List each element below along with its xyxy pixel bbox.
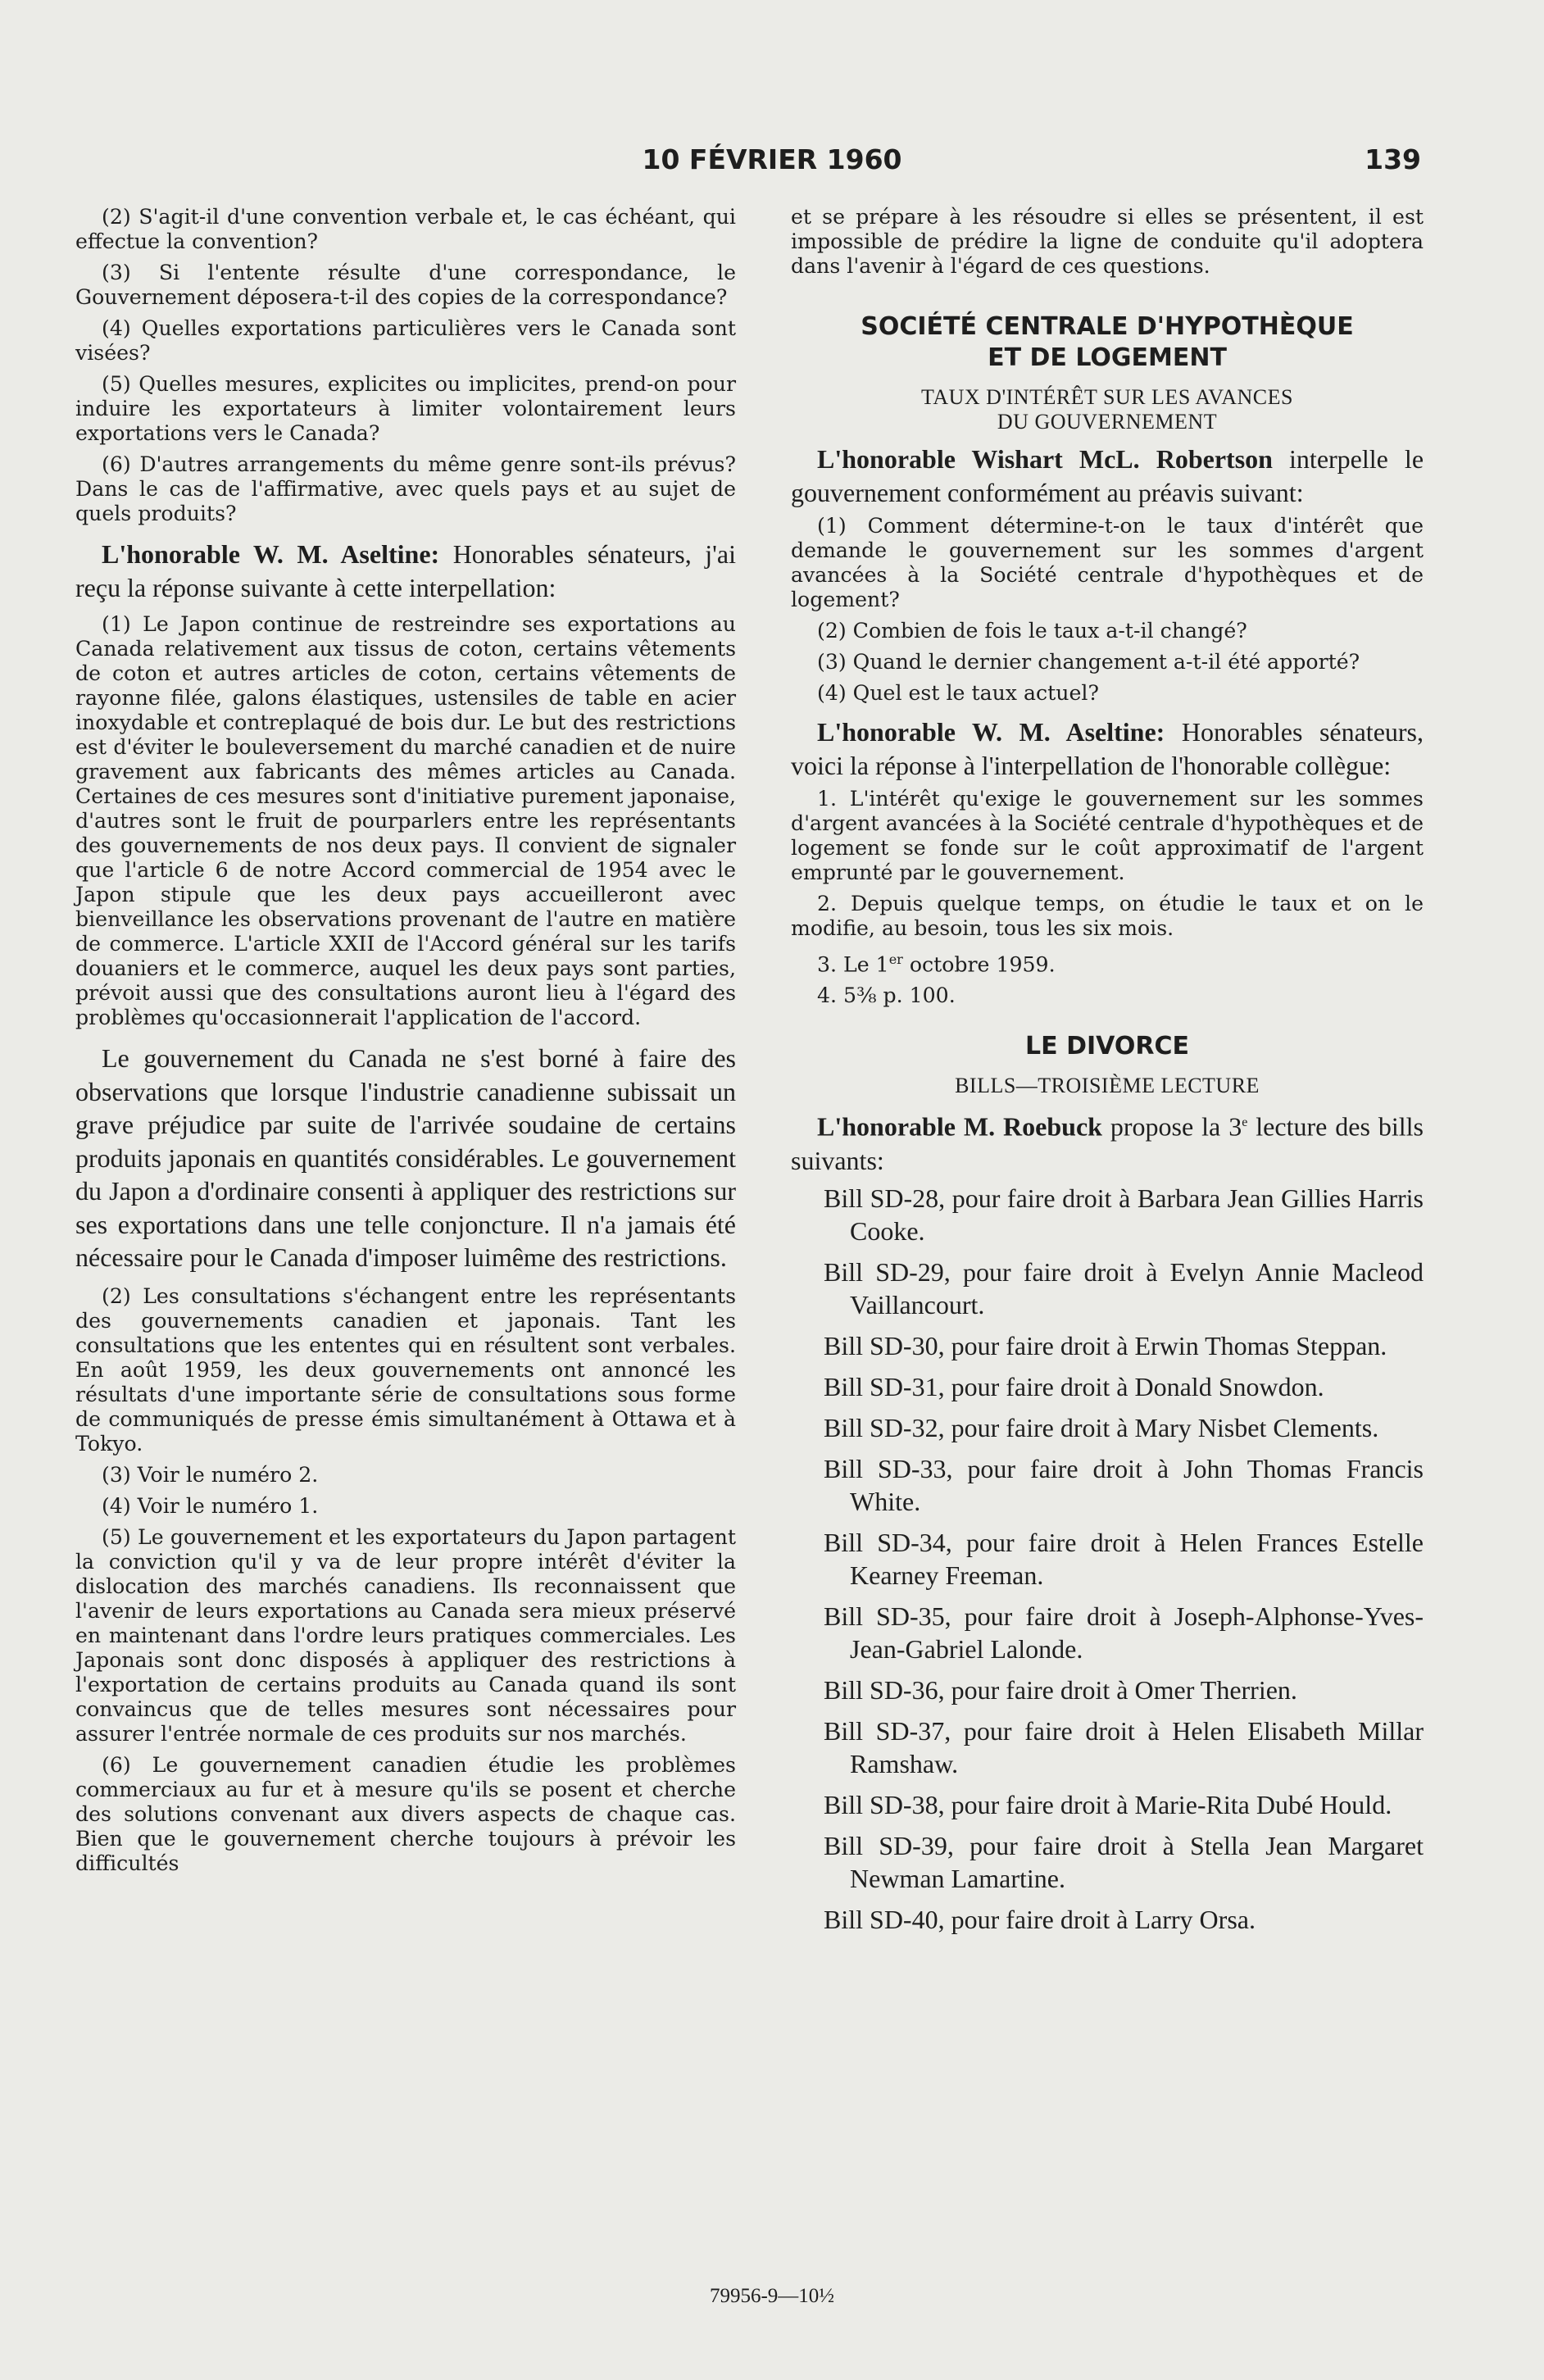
rquestion-4: (4) Quel est le taux actuel? <box>817 681 1099 705</box>
speaker-name: L'honorable W. M. Aseltine: <box>817 717 1165 747</box>
header-date: 10 FÉVRIER 1960 <box>642 143 902 175</box>
section-subtitle-line1: TAUX D'INTÉRÊT SUR LES AVANCES <box>921 385 1293 409</box>
aseltine-paragraph <box>791 715 1424 782</box>
answer-3: (3) Voir le numéro 2. <box>102 1462 319 1487</box>
ranswer-4: 4. 5⅜ p. 100. <box>817 983 956 1008</box>
bill-item: Bill SD-32, pour faire droit à Mary Nisbet Clements. <box>824 1413 1379 1443</box>
footer-code: 79956-9—10½ <box>709 2285 835 2307</box>
speaker-name: L'honorable M. Roebuck <box>817 1112 1102 1142</box>
bill-item: Bill SD-36, pour faire droit à Omer Therrien. <box>824 1675 1297 1706</box>
speaker-paragraph <box>75 538 736 604</box>
left-column <box>75 205 736 1883</box>
bill-item: Bill SD-38, pour faire droit à Marie-Rita Dubé Hould. <box>824 1790 1392 1820</box>
speaker-text: Honorables sénateurs, voici la réponse à l'interpellation de l'honorable collègue: <box>791 717 1424 780</box>
bill-item: Bill SD-39, pour faire droit à Stella Jean Margaret Newman Lamartine. <box>824 1831 1424 1894</box>
ranswer-1: 1. L'intérêt qu'exige le gouvernement sur les sommes d'argent avancées à la Société centrale d'hypothèques et de logement se fonde sur le coût approximatif de l'argent emprunté par le gouvernement. <box>791 787 1424 884</box>
right-column <box>791 205 1424 1944</box>
answer-2: (2) Les consultations s'échangent entre les représentants des gouvernements canadien et japonais. Tant les consultations que les ententes qui en résultent sont verbales. En août 1959, les deux gouvernements ont annoncé les résultats d'une importante série de consultations sous forme de communiqués de presse émis simultanément à Ottawa et à Tokyo. <box>75 1283 736 1456</box>
section-title-schl <box>791 311 1424 374</box>
bill-item: Bill SD-31, pour faire droit à Donald Snowdon. <box>824 1372 1324 1402</box>
question-2: (2) S'agit-il d'une convention verbale et, le cas échéant, qui effectue la convention? <box>75 205 736 253</box>
speaker-name: L'honorable W. M. Aseltine: <box>102 539 440 569</box>
question-5: (5) Quelles mesures, explicites ou implicites, prend-on pour induire les exportateurs à limiter volontairement leurs exportations vers le Canada? <box>75 372 736 445</box>
robertson-paragraph <box>791 443 1424 509</box>
section-subtitle-taux <box>791 385 1424 434</box>
answer-1: (1) Le Japon continue de restreindre ses exportations au Canada relativement aux tissus de coton, certains vêtements de coton et autres articles de coton, certains vêtements de rayonne filée, galons élastiques, ustensiles de table en acier inoxydable et contreplaqué de bois dur. Le but des restrictions est d'éviter le bouleversement du marché canadien et de nuire gravement aux fabricants des mêmes articles au Canada. Certaines de ces mesures sont d'initiative purement japonaise, d'autres sont le fruit de pourparlers entre les représentants des gouvernements de nos deux pays. Il convient de signaler que l'article 6 de notre Accord commercial de 1954 avec le Japon stipule que les deux pays accueilleront avec bienveillance les observations provenant de l'autre en matière de commerce. L'article XXII de l'Accord général sur les tarifs douaniers et le commerce, auquel les deux pays sont parties, prévoit aussi que des consultations auront lieu à l'égard des problèmes qu'occasionnerait l'application de l'accord. <box>75 612 736 1029</box>
rquestion-2: (2) Combien de fois le taux a-t-il changé? <box>817 619 1247 643</box>
roebuck-paragraph: L'honorable M. Roebuck propose la 3e lecture des bills suivants: <box>791 1112 1424 1175</box>
answer-large-paragraph: Le gouvernement du Canada ne s'est borné à faire des observations que lorsque l'industrie canadienne subissait un grave préjudice par suite de l'arrivée soudaine de certains produits japonais en quantités considérables. Le gouvernement du Japon a d'ordinaire consenti à appliquer des restrictions sur ses exportations dans une telle conjoncture. Il n'a jamais été nécessaire pour le Canada d'imposer luimême des restrictions. <box>75 1043 736 1272</box>
speaker-text: Honorables sénateurs, j'ai reçu la réponse suivante à cette interpellation: <box>75 539 737 602</box>
page-number: 139 <box>1365 143 1421 175</box>
question-6: (6) D'autres arrangements du même genre sont-ils prévus? Dans le cas de l'affirmative, avec quels pays et au sujet de quels produits? <box>75 452 736 525</box>
bill-item: Bill SD-33, pour faire droit à John Thomas Francis White. <box>824 1454 1424 1517</box>
bill-item: Bill SD-34, pour faire droit à Helen Frances Estelle Kearney Freeman. <box>824 1528 1424 1591</box>
speaker-text: interpelle le gouvernement conformément au préavis suivant: <box>791 444 1424 507</box>
speaker-name: L'honorable Wishart McL. Robertson <box>817 444 1273 474</box>
bill-item: Bill SD-40, pour faire droit à Larry Orsa. <box>824 1905 1256 1935</box>
bill-item: Bill SD-29, pour faire droit à Evelyn Annie Macleod Vaillancourt. <box>824 1257 1424 1320</box>
bill-item: Bill SD-28, pour faire droit à Barbara Jean Gillies Harris Cooke. <box>824 1183 1424 1247</box>
section-title-line2: ET DE LOGEMENT <box>988 343 1227 372</box>
section-subtitle-bills: BILLS—TROISIÈME LECTURE <box>955 1074 1260 1098</box>
ranswer-2: 2. Depuis quelque temps, on étudie le taux et on le modifie, au besoin, tous les six mois. <box>791 892 1424 940</box>
section-title-line1: SOCIÉTÉ CENTRALE D'HYPOTHÈQUE <box>861 312 1354 341</box>
question-4: (4) Quelles exportations particulières vers le Canada sont visées? <box>75 316 736 365</box>
answer-6: (6) Le gouvernement canadien étudie les problèmes commerciaux au fur et à mesure qu'ils se posent et cherche des solutions convenant aux divers aspects de chaque cas. Bien que le gouvernement cherche toujours à prévoir les difficultés <box>75 1752 736 1875</box>
answer-4: (4) Voir le numéro 1. <box>102 1493 319 1518</box>
section-subtitle-line2: DU GOUVERNEMENT <box>997 410 1218 434</box>
answer-5: (5) Le gouvernement et les exportateurs du Japon partagent la conviction qu'il y va de leur propre intérêt d'éviter la dislocation des marchés canadiens. Ils reconnaissent que l'avenir de leurs exportations au Canada sera mieux préservé en maintenant dans l'ordre leurs pratiques commerciales. Les Japonais sont donc disposés à appliquer des restrictions à l'exportation de certains produits au Canada quand ils sont convaincus que de telles mesures sont nécessaires pour assurer l'entrée normale de ces produits sur nos marchés. <box>75 1524 736 1746</box>
bill-item: Bill SD-30, pour faire droit à Erwin Thomas Steppan. <box>824 1331 1387 1361</box>
page-header <box>0 143 1544 184</box>
section-title-divorce: LE DIVORCE <box>1025 1032 1189 1061</box>
ranswer-3: 3. Le 1er octobre 1959. <box>817 952 1056 977</box>
continuation-paragraph: et se prépare à les résoudre si elles se présentent, il est impossible de prédire la ligne de conduite qu'il adoptera dans l'avenir à l'égard de ces questions. <box>791 205 1424 278</box>
rquestion-3: (3) Quand le dernier changement a-t-il été apporté? <box>817 650 1360 674</box>
bill-item: Bill SD-35, pour faire droit à Joseph-Alphonse-Yves-Jean-Gabriel Lalonde. <box>824 1601 1424 1665</box>
question-3: (3) Si l'entente résulte d'une correspondance, le Gouvernement déposera-t-il des copies de la correspondance? <box>75 261 736 309</box>
rquestion-1: (1) Comment détermine-t-on le taux d'intérêt que demande le gouvernement sur les sommes d'argent avancées à la Société centrale d'hypothèques et de logement? <box>791 514 1424 611</box>
bill-item: Bill SD-37, pour faire droit à Helen Elisabeth Millar Ramshaw. <box>824 1716 1424 1779</box>
